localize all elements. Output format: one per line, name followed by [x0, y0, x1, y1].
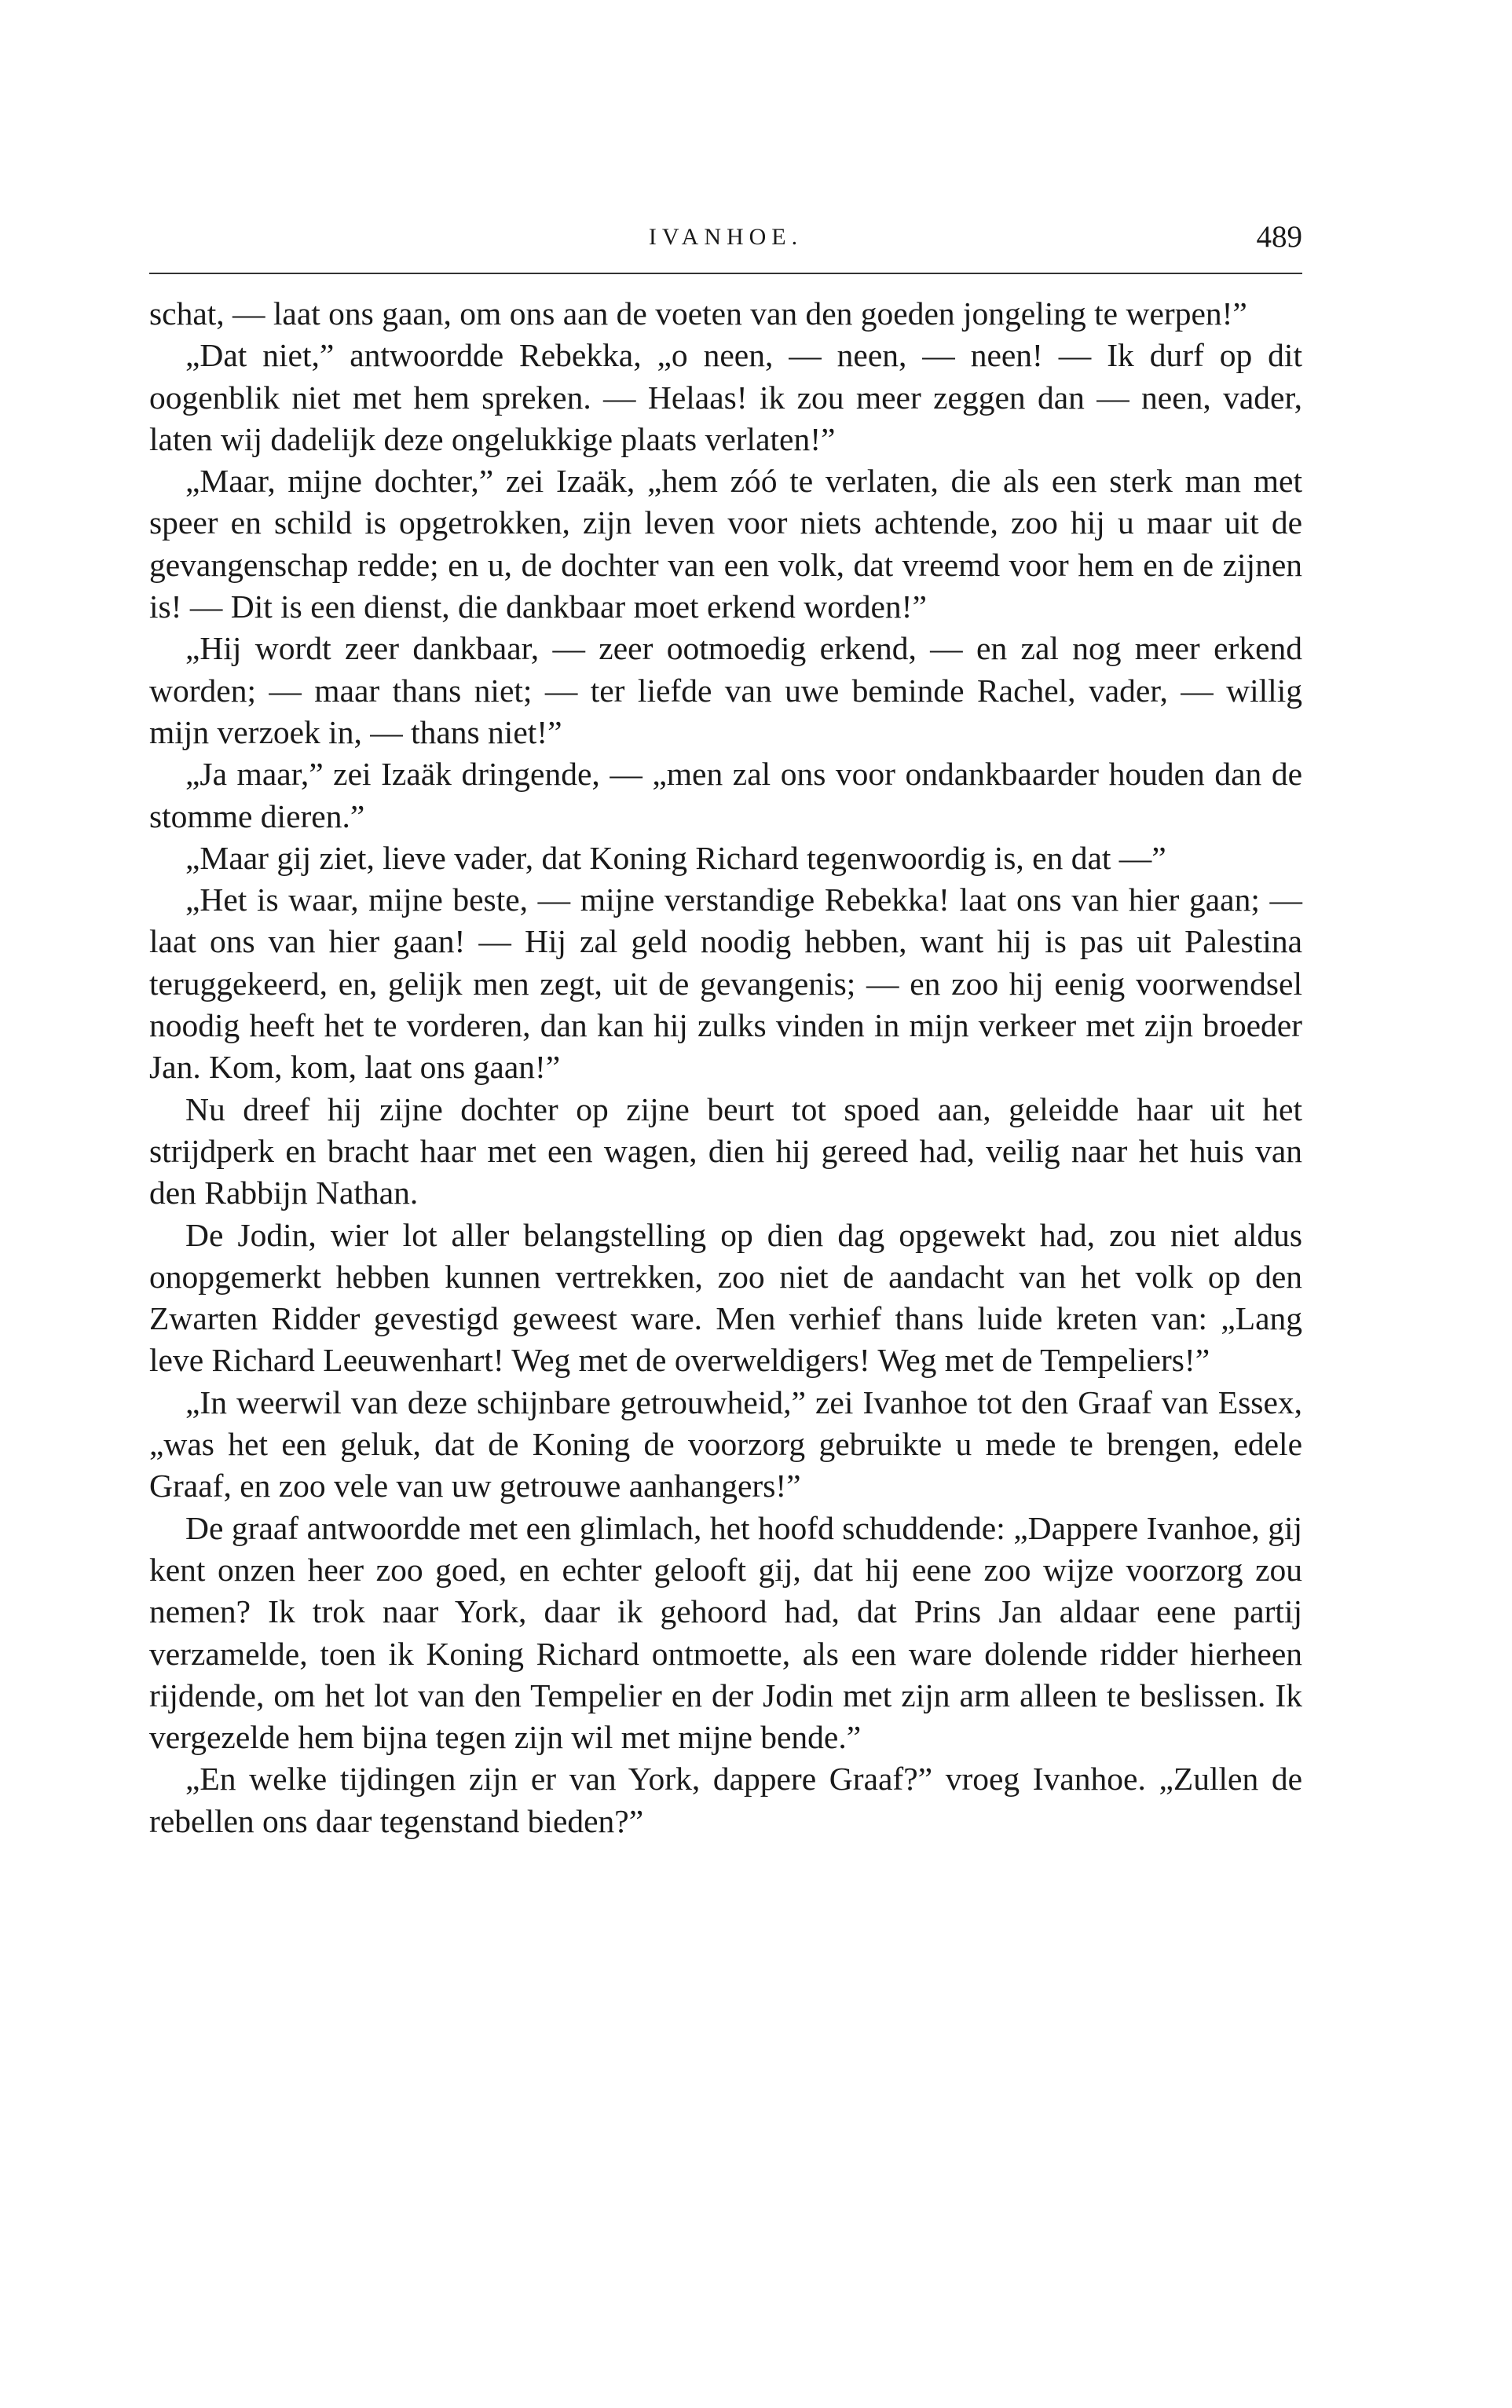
paragraph: De graaf antwoordde met een glimlach, het hoofd schuddende: „Dappere Ivanhoe, gij kent onzen heer zoo goed, en echter gelooft gij, dat hij eene zoo wijze voorzorg zou nemen? Ik trok naar York, daar ik gehoord had, dat Prins Jan aldaar eene partij verzamelde, toen ik Koning Richard ontmoette, als een ware dolende ridder hierheen rijdende, om het lot van den Tempelier en der Jodin met zijn arm alleen te beslissen. Ik vergezelde hem bijna tegen zijn wil met mijne bende.”: [149, 1509, 1302, 1756]
paragraph: „Dat niet,” antwoordde Rebekka, „o neen, — neen, — neen! — Ik durf op dit oogenblik niet met hem spreken. — Helaas! ik zou meer zeggen dan — neen, vader, laten wij dadelijk deze ongelukkige plaats verlaten!”: [149, 337, 1302, 457]
paragraph: „Het is waar, mijne beste, — mijne verstandige Rebekka! laat ons van hier gaan; — laat ons van hier gaan! — Hij zal geld noodig hebben, want hij is pas uit Palestina teruggekeerd, en, gelijk men zegt, uit de gevangenis; — en zoo hij eenig voorwendsel noodig heeft het te vorderen, dan kan hij zulks vinden in mijn verkeer met zijn broeder Jan. Kom, kom, laat ons gaan!”: [149, 881, 1302, 1086]
paragraph: „Hij wordt zeer dankbaar, — zeer ootmoedig erkend, — en zal nog meer erkend worden; — maar thans niet; — ter liefde van uwe beminde Rachel, vader, — willig mijn verzoek in, — thans niet!”: [149, 630, 1302, 750]
header-rule: [149, 273, 1302, 274]
paragraph: schat, — laat ons gaan, om ons aan de voeten van den goeden jongeling te werpen!”: [149, 295, 1247, 332]
paragraph: Nu dreef hij zijne dochter op zijne beurt tot spoed aan, geleidde haar uit het strijdperk en bracht haar met een wagen, dien hij gereed had, veilig naar het huis van den Rabbijn Nathan.: [149, 1090, 1302, 1211]
paragraph: „En welke tijdingen zijn er van York, dappere Graaf?” vroeg Ivanhoe. „Zullen de rebellen ons daar tegenstand bieden?”: [149, 1761, 1302, 1839]
paragraph: „Maar gij ziet, lieve vader, dat Koning Richard tegenwoordig is, en dat —”: [185, 839, 1166, 876]
paragraph: „In weerwil van deze schijnbare getrouwheid,” zei Ivanhoe tot den Graaf van Essex, „was het een geluk, dat de Koning de voorzorg gebruikte u mede te brengen, edele Graaf, en zoo vele van uw getrouwe aanhangers!”: [149, 1384, 1302, 1505]
paragraph: De Jodin, wier lot aller belangstelling op dien dag opgewekt had, zou niet aldus onopgemerkt hebben kunnen vertrekken, zoo niet de aandacht van het volk op den Zwarten Ridder gevestigd geweest ware. Men verhief thans luide kreten van: „Lang leve Richard Leeuwenhart! Weg met de overweldigers! Weg met de Tempeliers!”: [149, 1216, 1302, 1379]
page-header: [149, 222, 1302, 269]
paragraph: „Maar, mijne dochter,” zei Izaäk, „hem zóó te verlaten, die als een sterk man met speer en schild is opgetrokken, zijn leven voor niets achtende, zoo hij u maar uit de gevangenschap redde; en u, de dochter van een volk, dat vreemd voor hem en de zijnen is! — Dit is een dienst, die dankbaar moet erkend worden!”: [149, 463, 1302, 625]
page-number: 489: [1256, 220, 1302, 254]
paragraph: „Ja maar,” zei Izaäk dringende, — „men zal ons voor ondankbaarder houden dan de stomme dieren.”: [149, 756, 1302, 834]
running-title: IVANHOE.: [648, 224, 804, 250]
body-text: [149, 293, 1302, 1842]
